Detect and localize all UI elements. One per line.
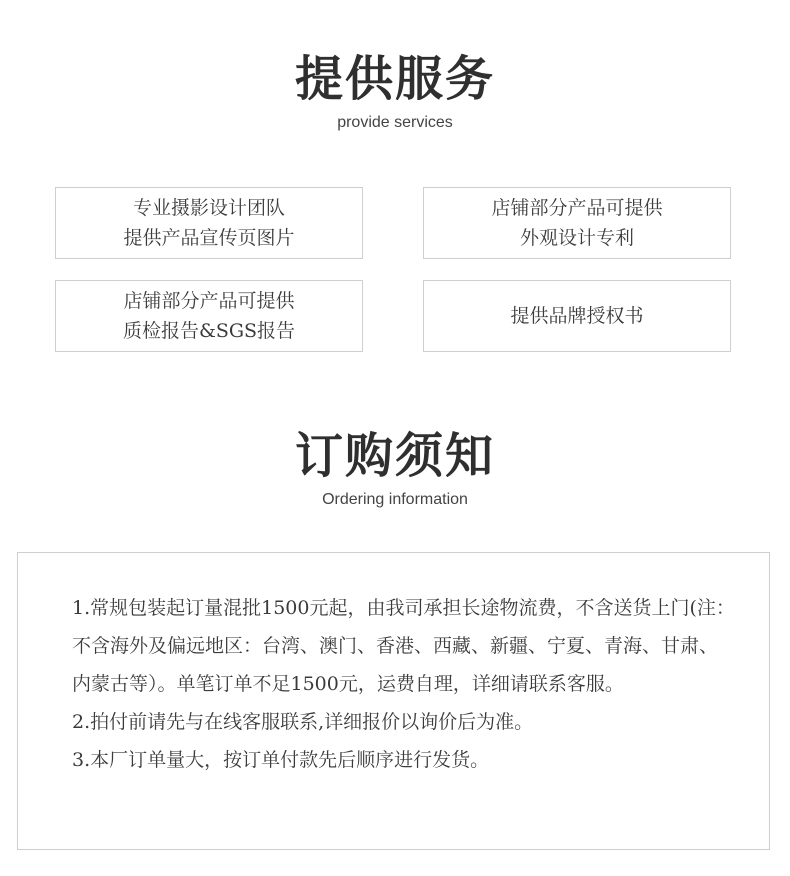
service-box-line: 提供品牌授权书 [510, 305, 644, 327]
ordering-item-minimum-order: 1.常规包装起订量混批1500元起，由我司承担长途物流费，不含送货上门(注：不含海外及偏远地区：台湾、澳门、香港、西藏、新疆、宁夏、青海、甘肃、内蒙古等）。单笔订单不足1500元，运费自理，详细请联系客服。 [72, 597, 735, 695]
service-box-design-patent [423, 187, 731, 259]
service-box-line: 质检报告&SGS报告 [122, 320, 296, 342]
ordering-item-shipping-order: 3.本厂订单量大，按订单付款先后顺序进行发货。 [72, 749, 490, 771]
service-box-line: 专业摄影设计团队 [132, 197, 285, 219]
service-box-line: 店铺部分产品可提供 [491, 197, 663, 219]
service-box-quality-report [55, 280, 363, 352]
services-title: 提供服务 [294, 51, 495, 107]
services-subtitle: provide services [337, 114, 453, 131]
ordering-title: 订购须知 [294, 428, 495, 484]
ordering-info-panel [17, 552, 770, 850]
ordering-item-contact-service: 2.拍付前请先与在线客服联系,详细报价以询价后为准。 [72, 711, 534, 733]
service-box-brand-authorization [423, 280, 731, 352]
ordering-subtitle: Ordering information [322, 491, 468, 508]
service-box-line: 外观设计专利 [519, 227, 634, 249]
service-box-line: 提供产品宣传页图片 [123, 227, 295, 249]
service-box-line: 店铺部分产品可提供 [123, 290, 295, 312]
service-box-photography [55, 187, 363, 259]
ordering-info-list [72, 589, 736, 779]
